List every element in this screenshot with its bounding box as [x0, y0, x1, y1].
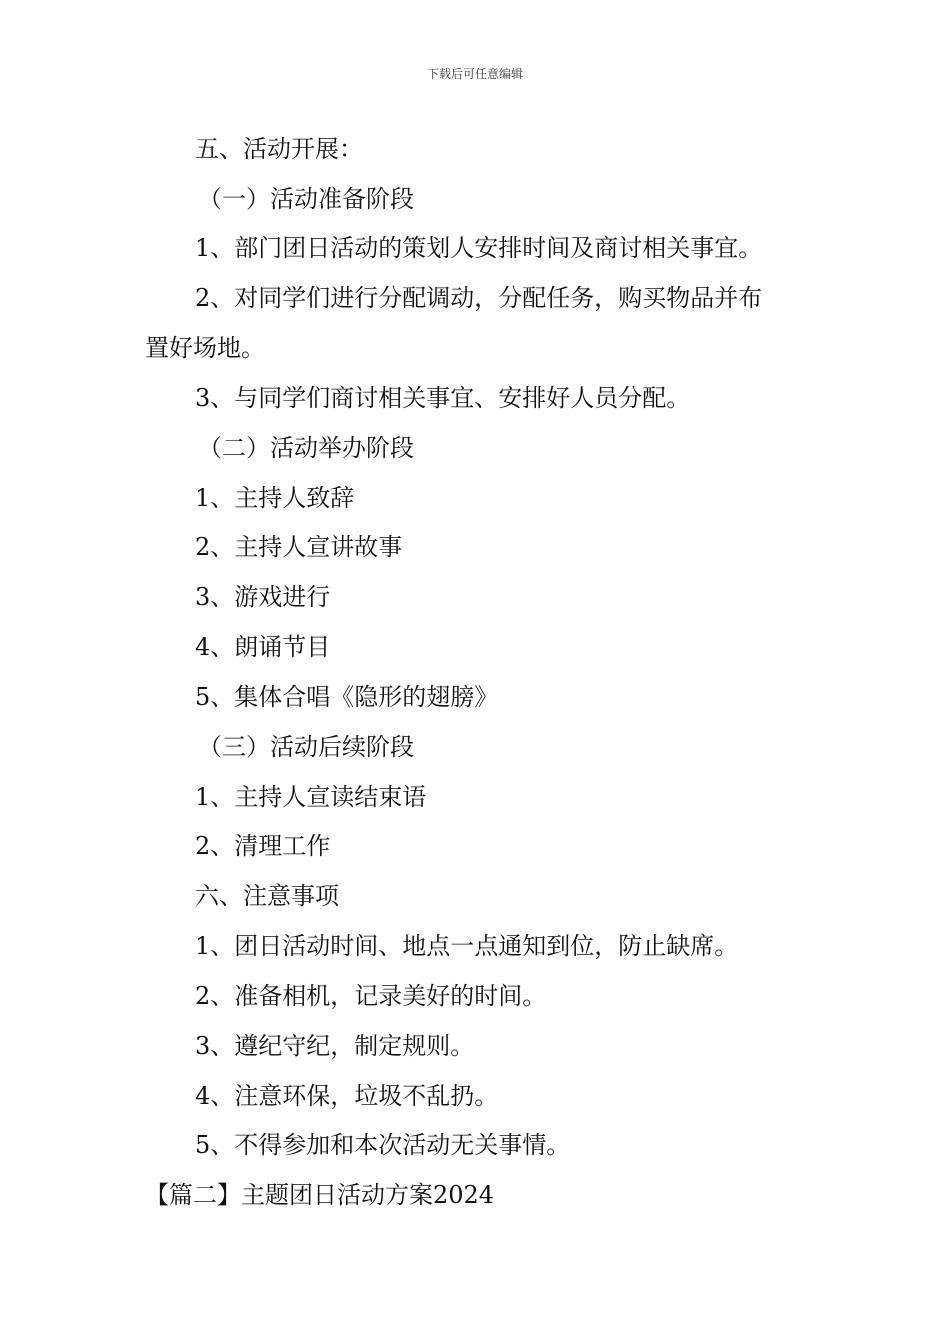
list-item: 3、遵纪守纪，制定规则。 [195, 1032, 475, 1060]
list-item: 1、主持人致辞 [195, 484, 355, 512]
section-heading-notes: 六、注意事项 [195, 882, 339, 910]
list-item: 3、游戏进行 [195, 583, 331, 611]
page-header: 下载后可任意编辑 [426, 67, 523, 81]
paragraph: 1、部门团日活动的策划人安排时间及商讨相关事宜。 [195, 234, 763, 262]
list-item: 2、清理工作 [195, 832, 331, 860]
list-item: 1、主持人宣读结束语 [195, 783, 427, 811]
paragraph-continuation: 置好场地。 [145, 334, 265, 362]
list-item: 4、注意环保，垃圾不乱扔。 [195, 1082, 499, 1110]
subheading-preparation-stage: （一）活动准备阶段 [198, 185, 414, 213]
list-item: 5、不得参加和本次活动无关事情。 [195, 1131, 571, 1159]
paragraph: 3、与同学们商讨相关事宜、安排好人员分配。 [195, 384, 691, 412]
list-item: 2、主持人宣讲故事 [195, 533, 403, 561]
list-item: 2、准备相机，记录美好的时间。 [195, 982, 547, 1010]
paragraph: 2、对同学们进行分配调动，分配任务，购买物品并布 [195, 284, 763, 312]
list-item: 5、集体合唱《隐形的翅膀》 [195, 683, 499, 711]
list-item: 4、朗诵节目 [195, 633, 331, 661]
subheading-hosting-stage: （二）活动举办阶段 [198, 434, 414, 462]
list-item: 1、团日活动时间、地点一点通知到位，防止缺席。 [195, 932, 739, 960]
part-two-title: 【篇二】主题团日活动方案2024 [145, 1181, 495, 1209]
subheading-followup-stage: （三）活动后续阶段 [198, 733, 414, 761]
section-heading-activity: 五、活动开展： [195, 135, 363, 163]
